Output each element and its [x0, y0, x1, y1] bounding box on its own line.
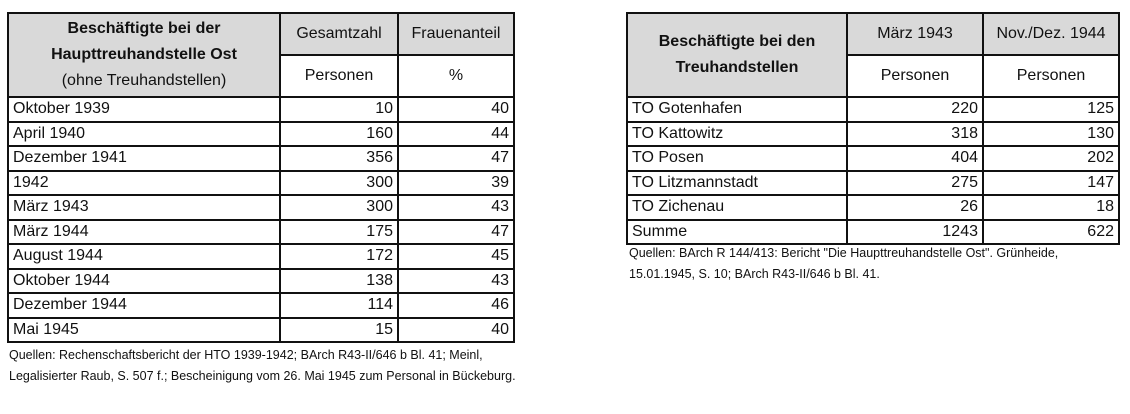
row-label: März 1944: [8, 220, 280, 245]
row-label: TO Gotenhafen: [627, 97, 847, 122]
table-row: [8, 244, 514, 269]
row-value-1944: 125: [983, 97, 1119, 122]
hto-table-title-cell: [8, 13, 280, 97]
row-value-1943: 404: [847, 146, 983, 171]
table-row: [627, 146, 1119, 171]
row-women-share: 45: [398, 244, 514, 269]
row-total: 356: [280, 146, 398, 171]
row-total: 10: [280, 97, 398, 122]
to-table-title-line1: Beschäftigte bei den: [658, 33, 816, 50]
row-label: Dezember 1944: [8, 293, 280, 318]
row-women-share: 47: [398, 146, 514, 171]
col-header-nov-dez-1944: Nov./Dez. 1944: [983, 13, 1119, 55]
table-row: [8, 97, 514, 122]
unit-personen: Personen: [983, 55, 1119, 97]
row-label: Dezember 1941: [8, 146, 280, 171]
to-table-title-cell: [627, 13, 847, 97]
col-header-maerz-1943: März 1943: [847, 13, 983, 55]
row-label: Oktober 1939: [8, 97, 280, 122]
row-label: Summe: [627, 220, 847, 245]
row-label: TO Litzmannstadt: [627, 171, 847, 196]
table-row: [8, 195, 514, 220]
table-row: [627, 122, 1119, 147]
row-value-1943: 220: [847, 97, 983, 122]
row-value-1944: 18: [983, 195, 1119, 220]
row-label: Oktober 1944: [8, 269, 280, 294]
row-total: 114: [280, 293, 398, 318]
row-label: April 1940: [8, 122, 280, 147]
row-value-1943: 318: [847, 122, 983, 147]
row-label: TO Posen: [627, 146, 847, 171]
table-row: [8, 171, 514, 196]
row-value-1944: 622: [983, 220, 1119, 245]
row-label: TO Kattowitz: [627, 122, 847, 147]
row-value-1943: 275: [847, 171, 983, 196]
row-total: 160: [280, 122, 398, 147]
row-value-1943: 1243: [847, 220, 983, 245]
row-value-1944: 147: [983, 171, 1119, 196]
row-women-share: 39: [398, 171, 514, 196]
row-women-share: 46: [398, 293, 514, 318]
table-row-total: [627, 220, 1119, 245]
row-total: 172: [280, 244, 398, 269]
row-women-share: 40: [398, 97, 514, 122]
table-row: [8, 122, 514, 147]
table-row: [8, 146, 514, 171]
hto-table-title-line2: Haupttreuhandstelle Ost: [51, 46, 237, 63]
hto-table-body: [8, 97, 514, 342]
row-total: 138: [280, 269, 398, 294]
col-header-gesamtzahl: Gesamtzahl: [280, 13, 398, 55]
to-table-title-line2: Treuhandstellen: [675, 59, 799, 76]
row-women-share: 40: [398, 318, 514, 343]
to-source-note: Quellen: BArch R 144/413: Bericht "Die Haupttreuhandstelle Ost". Grünheide, 15.01.1945, S. 10; BArch R43-II/646 b Bl. 41.: [629, 246, 1059, 281]
to-table-body: [627, 97, 1119, 244]
row-women-share: 44: [398, 122, 514, 147]
row-label: TO Zichenau: [627, 195, 847, 220]
row-total: 300: [280, 171, 398, 196]
row-women-share: 47: [398, 220, 514, 245]
hto-table-title-line1: Beschäftigte bei der: [67, 20, 221, 37]
hto-source-note: Quellen: Rechenschaftsbericht der HTO 1939-1942; BArch R43-II/646 b Bl. 41; Meinl, Legalisierter Raub, S. 507 f.; Bescheinigung vom 26. Mai 1945 zum Personal in Bückeburg.: [9, 348, 516, 383]
table-row: [8, 318, 514, 343]
row-label: 1942: [8, 171, 280, 196]
row-total: 15: [280, 318, 398, 343]
row-value-1944: 130: [983, 122, 1119, 147]
row-value-1943: 26: [847, 195, 983, 220]
unit-personen: Personen: [280, 55, 398, 97]
col-header-frauenanteil: Frauenanteil: [398, 13, 514, 55]
row-total: 300: [280, 195, 398, 220]
table-row: [627, 171, 1119, 196]
table-row: [627, 195, 1119, 220]
row-label: Mai 1945: [8, 318, 280, 343]
row-women-share: 43: [398, 269, 514, 294]
row-label: März 1943: [8, 195, 280, 220]
table-row: [627, 97, 1119, 122]
row-label: August 1944: [8, 244, 280, 269]
table-row: [8, 293, 514, 318]
hto-employees-table: [7, 12, 515, 343]
to-employees-table: [626, 12, 1120, 245]
row-total: 175: [280, 220, 398, 245]
table-row: [8, 220, 514, 245]
row-women-share: 43: [398, 195, 514, 220]
hto-table-subtitle: (ohne Treuhandstellen): [61, 72, 227, 89]
unit-percent: %: [398, 55, 514, 97]
unit-personen: Personen: [847, 55, 983, 97]
row-value-1944: 202: [983, 146, 1119, 171]
table-row: [8, 269, 514, 294]
